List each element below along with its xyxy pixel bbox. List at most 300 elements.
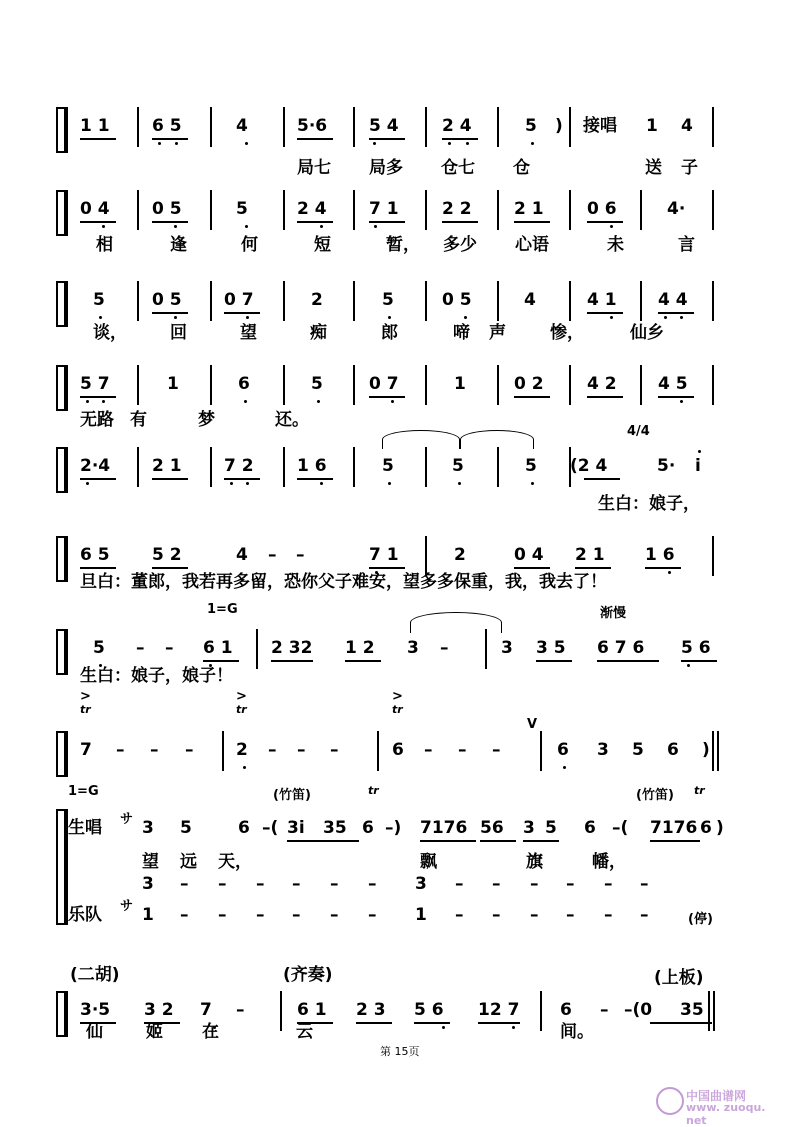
octave-dot xyxy=(86,400,89,403)
octave-dot xyxy=(158,142,161,145)
octave-dot xyxy=(680,316,683,319)
note: 2 4 xyxy=(297,199,327,219)
underline-beam xyxy=(645,567,681,569)
octave-dot xyxy=(458,482,461,485)
barline xyxy=(353,190,355,230)
lyric: 望 xyxy=(142,852,159,872)
lyric: 幡， xyxy=(592,852,626,872)
octave-dot xyxy=(244,400,247,403)
octave-dot xyxy=(687,664,690,667)
barline xyxy=(540,991,542,1031)
note: 5· xyxy=(657,456,676,476)
stop-mark: (停) xyxy=(688,912,713,927)
lyric: 无路 xyxy=(80,410,114,430)
underline-beam xyxy=(152,312,188,314)
octave-dot xyxy=(230,482,233,485)
barline xyxy=(425,281,427,321)
note: 6 1 xyxy=(203,638,233,658)
barline xyxy=(425,107,427,147)
underline-beam xyxy=(152,138,188,140)
barline xyxy=(210,281,212,321)
lyric: 短 xyxy=(314,235,331,255)
note: 4 2 xyxy=(587,374,617,394)
note: 7176 xyxy=(650,818,698,838)
part-label: 乐队 xyxy=(68,905,102,925)
barline xyxy=(137,281,139,321)
underline-beam xyxy=(587,221,623,223)
lyric: 逢 xyxy=(170,235,187,255)
note: 4 xyxy=(681,116,693,136)
lyric: 望 xyxy=(240,323,257,343)
hold-dash: – xyxy=(604,905,613,925)
barline xyxy=(353,365,355,405)
note: 1 xyxy=(167,374,179,394)
octave-dot xyxy=(388,482,391,485)
instrument-label: (竹笛) xyxy=(273,788,311,803)
octave-dot xyxy=(664,316,667,319)
note: 2 1 xyxy=(152,456,182,476)
lyric: 局七 xyxy=(297,158,331,178)
note: – xyxy=(492,740,501,760)
note: 2 1 xyxy=(514,199,544,219)
barline xyxy=(283,447,285,487)
trill-mark: tr xyxy=(368,784,379,797)
note: 6 xyxy=(584,818,596,838)
band-note: 3 xyxy=(415,874,427,894)
note: 35 xyxy=(323,818,347,838)
lyric: 有 xyxy=(130,410,147,430)
underline-beam xyxy=(297,478,333,480)
note: – xyxy=(458,740,467,760)
system-bracket xyxy=(64,190,68,236)
barline xyxy=(708,991,710,1031)
hold-dash: – xyxy=(292,874,301,894)
barline xyxy=(540,731,542,771)
note: –( xyxy=(262,818,279,838)
note: 4· xyxy=(667,199,686,219)
note: 1 2 xyxy=(345,638,375,658)
octave-dot xyxy=(610,316,613,319)
note: 6 xyxy=(392,740,404,760)
lyric: 啼 xyxy=(453,323,470,343)
trill-mark: tr xyxy=(236,703,247,716)
note: –( xyxy=(612,818,629,838)
note: 3 2 xyxy=(144,1000,174,1020)
breath-mark: V xyxy=(527,717,538,732)
hold-dash: – xyxy=(218,905,227,925)
hold-dash: – xyxy=(218,874,227,894)
note: 5 xyxy=(525,456,537,476)
note: 3 5 xyxy=(536,638,566,658)
underline-beam xyxy=(203,660,239,662)
barline xyxy=(485,629,487,669)
underline-beam xyxy=(442,221,478,223)
note: 1 6 xyxy=(297,456,327,476)
note: 4 1 xyxy=(587,290,617,310)
note: 3 xyxy=(501,638,513,658)
lyric: 姬 xyxy=(146,1022,163,1042)
underline-beam xyxy=(224,312,260,314)
octave-dot xyxy=(243,766,246,769)
underline-beam xyxy=(369,567,405,569)
octave-dot xyxy=(512,1026,515,1029)
instrument-label: (齐奏) xyxy=(283,965,333,985)
hold-dash: – xyxy=(492,905,501,925)
underline-beam xyxy=(152,478,188,480)
note: –) xyxy=(385,818,402,838)
lyric: 何 xyxy=(241,235,258,255)
slur xyxy=(410,612,502,633)
note: 1 xyxy=(646,116,658,136)
lyric: 生白：娘子， xyxy=(598,494,700,514)
octave-dot xyxy=(698,450,701,453)
note: 5 xyxy=(311,374,323,394)
barline xyxy=(712,190,714,230)
underline-beam xyxy=(369,396,405,398)
octave-dot xyxy=(466,142,469,145)
hold-dash: – xyxy=(566,874,575,894)
slur xyxy=(460,430,534,449)
barline xyxy=(283,365,285,405)
note: 5 2 xyxy=(152,545,182,565)
note: 5 xyxy=(236,199,248,219)
octave-dot xyxy=(175,142,178,145)
underline-beam xyxy=(514,221,550,223)
note: – xyxy=(136,638,145,658)
octave-dot xyxy=(174,316,177,319)
barline xyxy=(640,365,642,405)
system-bracket xyxy=(64,107,68,153)
lyric: 子 xyxy=(681,158,698,178)
lyric: 飘 xyxy=(420,852,437,872)
note: 0 4 xyxy=(514,545,544,565)
hold-dash: – xyxy=(530,905,539,925)
note: 2 xyxy=(454,545,466,565)
hold-dash: – xyxy=(566,905,575,925)
lyric: 声 xyxy=(489,323,506,343)
note: 6 xyxy=(362,818,374,838)
lyric: 未 xyxy=(607,235,624,255)
tempo-mark: 渐慢 xyxy=(600,606,627,621)
trill-mark: tr xyxy=(694,784,705,797)
underline-beam xyxy=(514,567,550,569)
octave-dot xyxy=(448,142,451,145)
note: – xyxy=(268,545,277,565)
note: – xyxy=(268,740,277,760)
lyric: 生白：娘子，娘子！ xyxy=(80,666,233,686)
lyric: 远 xyxy=(180,852,197,872)
note: 2 xyxy=(236,740,248,760)
barline xyxy=(712,107,714,147)
free-meter-mark: サ xyxy=(120,812,134,827)
underline-beam xyxy=(587,312,623,314)
system-bracket xyxy=(64,536,68,582)
note: 1 6 xyxy=(645,545,675,565)
note: 6 5 xyxy=(80,545,110,565)
octave-dot xyxy=(464,316,467,319)
system-bracket xyxy=(64,447,68,493)
barline xyxy=(283,190,285,230)
underline-beam xyxy=(681,660,717,662)
note: ) xyxy=(555,116,563,136)
hold-dash: – xyxy=(530,874,539,894)
note: 3 xyxy=(407,638,419,658)
barline xyxy=(497,107,499,147)
lyric: 言 xyxy=(678,235,695,255)
underline-beam xyxy=(152,221,188,223)
band-note: 3 xyxy=(142,874,154,894)
underline-beam xyxy=(658,396,694,398)
underline-beam xyxy=(536,660,572,662)
note: 6 xyxy=(557,740,569,760)
key-signature: 1=G xyxy=(68,784,99,799)
barline xyxy=(353,447,355,487)
barline xyxy=(210,107,212,147)
octave-dot xyxy=(320,225,323,228)
trill-mark: tr xyxy=(80,703,91,716)
underline-beam xyxy=(420,840,476,842)
note: i xyxy=(695,456,701,476)
underline-beam xyxy=(369,221,405,223)
note: 2 2 xyxy=(442,199,472,219)
octave-dot xyxy=(320,482,323,485)
barline xyxy=(425,365,427,405)
free-meter-mark: サ xyxy=(120,899,134,914)
barline xyxy=(712,281,714,321)
note: 2 1 xyxy=(575,545,605,565)
lyric: 仓七 xyxy=(441,158,475,178)
barline xyxy=(353,107,355,147)
watermark-logo xyxy=(656,1087,786,1127)
note: – xyxy=(185,740,194,760)
lyric: 痴 xyxy=(310,323,327,343)
underline-beam xyxy=(658,312,694,314)
note: 6 xyxy=(700,818,712,838)
underline-beam xyxy=(345,660,381,662)
lyric: 相 xyxy=(96,235,113,255)
hold-dash: – xyxy=(330,874,339,894)
note: 5 7 xyxy=(80,374,110,394)
barline xyxy=(640,190,642,230)
note: 5 xyxy=(632,740,644,760)
underline-beam xyxy=(356,1022,392,1024)
note: 6 xyxy=(238,818,250,838)
octave-dot xyxy=(246,316,249,319)
note: 3 xyxy=(597,740,609,760)
note: 2·4 xyxy=(80,456,111,476)
lyric: 仓 xyxy=(513,158,530,178)
note: 2 3 xyxy=(356,1000,386,1020)
barline xyxy=(569,447,571,487)
note: 6 xyxy=(560,1000,572,1020)
lyric: 回 xyxy=(170,323,187,343)
barline xyxy=(137,447,139,487)
note: 5 xyxy=(382,456,394,476)
note: – xyxy=(165,638,174,658)
note: 5 6 xyxy=(681,638,711,658)
hold-dash: – xyxy=(256,874,265,894)
barline xyxy=(425,536,427,576)
lyric: 心语 xyxy=(515,235,549,255)
octave-dot xyxy=(374,225,377,228)
barline xyxy=(712,731,714,771)
octave-dot xyxy=(245,225,248,228)
barline xyxy=(353,281,355,321)
barline xyxy=(497,190,499,230)
barline xyxy=(210,365,212,405)
note: – xyxy=(236,1000,245,1020)
octave-dot xyxy=(668,571,671,574)
lyric: 郎 xyxy=(381,323,398,343)
note: 0 7 xyxy=(224,290,254,310)
note: – xyxy=(150,740,159,760)
note: – xyxy=(424,740,433,760)
underline-beam xyxy=(514,396,550,398)
lyric: 还。 xyxy=(275,410,309,430)
accent-mark: > xyxy=(392,689,403,704)
instrument-label: (二胡) xyxy=(70,965,120,985)
barline xyxy=(425,190,427,230)
barline xyxy=(137,190,139,230)
underline-beam xyxy=(575,567,611,569)
barline xyxy=(569,190,571,230)
barline xyxy=(712,536,714,576)
barline xyxy=(713,991,715,1031)
underline-beam xyxy=(597,660,659,662)
note: 0 5 xyxy=(152,199,182,219)
system-bracket xyxy=(64,991,68,1037)
hold-dash: – xyxy=(368,874,377,894)
lyric: 仙乡 xyxy=(630,323,664,343)
system-bracket xyxy=(64,731,68,777)
lyric: 仙 xyxy=(86,1022,103,1042)
note: 4 xyxy=(236,545,248,565)
note: 0 6 xyxy=(587,199,617,219)
octave-dot xyxy=(86,482,89,485)
barline xyxy=(283,107,285,147)
lyric: 云 xyxy=(296,1022,313,1042)
instrument-label: (竹笛) xyxy=(636,788,674,803)
system-bracket xyxy=(64,365,68,411)
hold-dash: – xyxy=(368,905,377,925)
lyric: 惨， xyxy=(550,323,584,343)
underline-beam xyxy=(442,138,478,140)
barline xyxy=(497,281,499,321)
note: 7 1 xyxy=(369,545,399,565)
lyric: 梦 xyxy=(198,410,215,430)
note: 6 xyxy=(667,740,679,760)
underline-beam xyxy=(287,840,323,842)
lyric: 间。 xyxy=(560,1022,594,1042)
barline xyxy=(569,281,571,321)
hold-dash: – xyxy=(455,874,464,894)
logo-url: www. zuoqu. net xyxy=(686,1101,766,1127)
underline-beam xyxy=(523,840,559,842)
octave-dot xyxy=(373,142,376,145)
barline xyxy=(640,281,642,321)
lyric: 局多 xyxy=(369,158,403,178)
barline xyxy=(283,281,285,321)
note: – xyxy=(440,638,449,658)
note: 56 xyxy=(480,818,504,838)
underline-beam xyxy=(369,138,405,140)
note: 5 xyxy=(452,456,464,476)
page-number: 第 15页 xyxy=(380,1045,420,1058)
note: 2 4 xyxy=(442,116,472,136)
barline xyxy=(280,991,282,1031)
note: – xyxy=(600,1000,609,1020)
hold-dash: – xyxy=(640,905,649,925)
note: 6 7 6 xyxy=(597,638,645,658)
note: 1 xyxy=(454,374,466,394)
underline-beam xyxy=(480,840,516,842)
note: 7 1 xyxy=(369,199,399,219)
octave-dot xyxy=(317,400,320,403)
system-bracket xyxy=(64,281,68,327)
note: 6 5 xyxy=(152,116,182,136)
accent-mark: > xyxy=(236,689,247,704)
octave-dot xyxy=(245,142,248,145)
underline-beam xyxy=(650,840,700,842)
instrument-label: (上板) xyxy=(654,968,704,988)
note: 0 5 xyxy=(152,290,182,310)
note: ) xyxy=(702,740,710,760)
note: – xyxy=(116,740,125,760)
slur xyxy=(382,430,460,449)
underline-beam xyxy=(297,138,333,140)
barline xyxy=(137,107,139,147)
underline-beam xyxy=(80,567,116,569)
underline-beam xyxy=(587,396,623,398)
band-note: 1 xyxy=(142,905,154,925)
underline-beam xyxy=(478,1022,520,1024)
accent-mark: > xyxy=(80,689,91,704)
octave-dot xyxy=(531,482,534,485)
octave-dot xyxy=(246,482,249,485)
octave-dot xyxy=(102,225,105,228)
note: 6 1 xyxy=(297,1000,327,1020)
note: 0 7 xyxy=(369,374,399,394)
note: ) xyxy=(716,818,724,838)
octave-dot xyxy=(442,1026,445,1029)
barline xyxy=(569,365,571,405)
octave-dot xyxy=(610,225,613,228)
note: 0 4 xyxy=(80,199,110,219)
part-label: 生唱 xyxy=(68,818,102,838)
barline xyxy=(712,365,714,405)
underline-beam xyxy=(271,660,313,662)
note: 12 7 xyxy=(478,1000,520,1020)
system-bracket xyxy=(64,809,68,925)
note: – xyxy=(297,740,306,760)
key-signature: 1=G xyxy=(207,602,238,617)
note: 5 4 xyxy=(369,116,399,136)
underline-beam xyxy=(80,478,116,480)
hold-dash: – xyxy=(492,874,501,894)
hold-dash: – xyxy=(604,874,613,894)
note: 7 2 xyxy=(224,456,254,476)
hold-dash: – xyxy=(640,874,649,894)
system-bracket xyxy=(64,629,68,675)
barline xyxy=(256,629,258,669)
note: 6 xyxy=(238,374,250,394)
note: 4 xyxy=(524,290,536,310)
lyric: 旗 xyxy=(526,852,543,872)
underline-beam xyxy=(323,840,359,842)
lyric: 旦白：董郎，我若再多留，恐你父子难安，望多多保重，我，我去了！ xyxy=(80,572,607,592)
lyric: 暂， xyxy=(386,235,420,255)
underline-beam xyxy=(584,478,620,480)
